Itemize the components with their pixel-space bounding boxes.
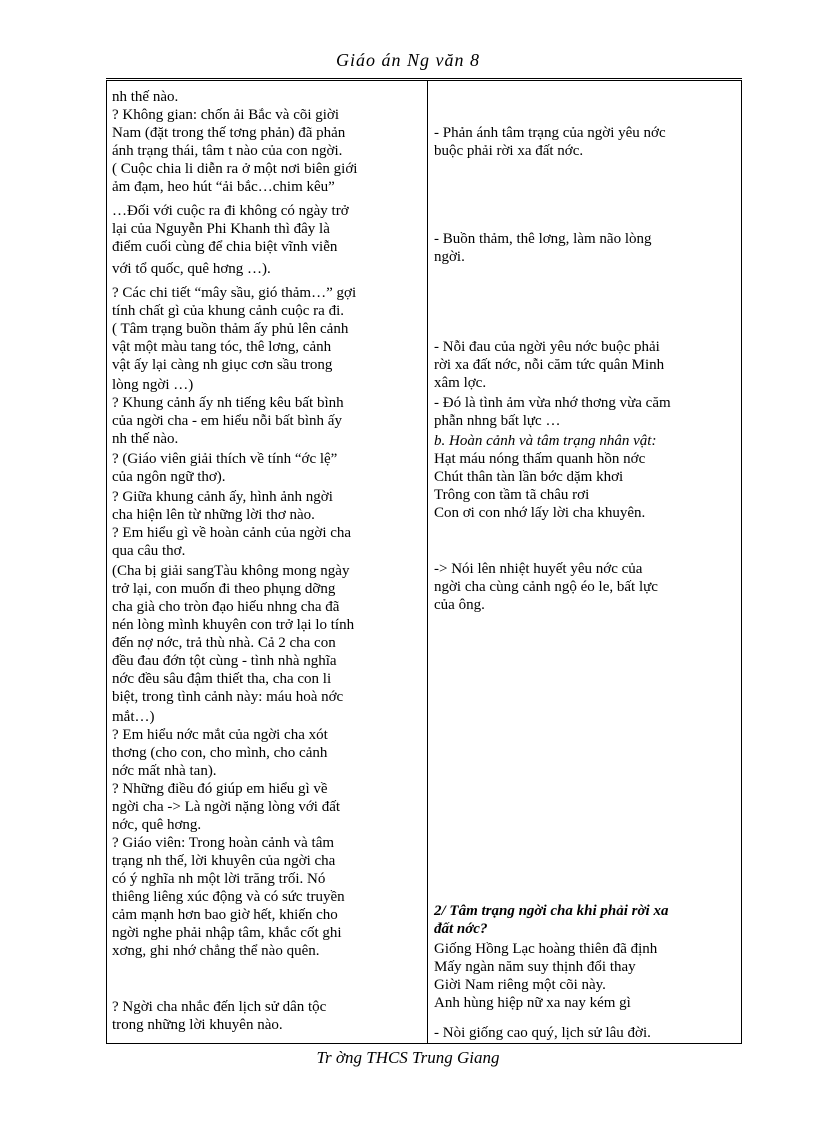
left-line: ? Không gian: chốn ải Bắc và cõi giời [112,107,340,123]
left-line: với tổ quốc, quê hơng …). [112,261,271,277]
left-line: …Đối với cuộc ra đi không có ngày trở [112,203,349,219]
left-line: mắt…) [112,709,155,725]
poem-line: Giống Hồng Lạc hoàng thiên đã định [434,941,658,957]
left-line: xơng, ghi nhớ chẳng thể nào quên. [112,943,320,959]
left-line: của ngời cha - em hiểu nỗi bất bình ấy [112,413,342,429]
right-line: rời xa đất nớc, nỗi căm tức quân Minh [434,357,665,373]
left-line: qua câu thơ. [112,543,186,559]
left-line: ? Khung cảnh ấy nh tiếng kêu bất bình [112,395,344,411]
left-line: trong những lời khuyên nào. [112,1017,283,1033]
left-line: ? Giáo viên: Trong hoàn cảnh và tâm [112,835,335,851]
left-line: biệt, trong tình cảnh này: máu hoà nớc [112,689,344,705]
left-line: cảm mạnh hơn bao giờ hết, khiến cho [112,907,338,923]
right-line: của ông. [434,597,485,613]
left-line: nớc đều sâu đậm thiết tha, cha con li [112,671,332,687]
left-line: (Cha bị giải sangTàu không mong ngày [112,563,350,579]
left-line: ? Em hiểu gì về hoàn cảnh của ngời cha [112,525,352,541]
left-line: ? Ngời cha nhắc đến lịch sử dân tộc [112,999,327,1015]
left-line: cha hiện lên từ những lời thơ nào. [112,507,315,523]
left-line: có ý nghĩa nh một lời trăng trối. Nó [112,871,326,887]
right-line: xâm lợc. [434,375,487,391]
left-line: nh thế nào. [112,431,179,447]
right-line: - Buồn thảm, thê lơng, làm não lòng [434,231,652,247]
left-line: đến nợ nớc, trả thù nhà. Cả 2 cha con [112,635,336,651]
poem-line: Chút thân tàn lần bớc dặm khơi [434,469,624,485]
right-line: phẫn nhng bất lực … [434,413,561,429]
page-footer: Tr ờng THCS Trung Giang [316,1048,500,1067]
left-line: nén lòng mình khuyên con trở lại lo tính [112,617,355,633]
left-line: thiêng liêng xúc động và có sức truyền [112,889,345,905]
left-line: trở lại, con muốn đi theo phụng dỡng [112,581,336,597]
left-line: ánh trạng thái, tâm t nào của con ngời. [112,143,343,159]
poem-line: Hạt máu nóng thấm quanh hồn nớc [434,451,646,467]
left-line: của ngôn ngữ thơ). [112,469,226,485]
poem-line: Trông con tầm tã châu rơi [434,487,590,503]
left-line: ? Giữa khung cảnh ấy, hình ảnh ngời [112,489,333,505]
poem-line: Mấy ngàn năm suy thịnh đổi thay [434,959,636,975]
right-line: - Nòi giống cao quý, lịch sử lâu đời. [434,1025,651,1041]
left-line: thơng (cho con, cho mình, cho cảnh [112,745,328,761]
left-line: ? Các chi tiết “mây sầu, gió thảm…” gợi [112,285,357,301]
left-line: vật ấy lại càng nh giục cơn sầu trong [112,357,333,373]
left-line: tính chất gì của khung cảnh cuộc ra đi. [112,303,345,319]
right-line: - Phản ánh tâm trạng của ngời yêu nớc [434,125,666,141]
section-subheading: b. Hoàn cảnh và tâm trạng nhân vật: [434,433,657,449]
left-line: lòng ngời …) [112,377,194,393]
left-line: ? (Giáo viên giải thích về tính “ớc lệ” [112,451,338,467]
left-line: ? Em hiểu nớc mắt của ngời cha xót [112,727,328,743]
left-line: cha già cho tròn đạo hiếu nhng cha đã [112,599,340,615]
left-line: ngời nghe phải nhập tâm, khắc cốt ghi [112,925,342,941]
left-line: ngời cha -> Là ngời nặng lòng với đất [112,799,341,815]
left-line: Nam (đặt trong thế tơng phản) đã phản [112,125,346,141]
left-line: trạng nh thế, lời khuyên của ngời cha [112,853,336,869]
left-line: ( Cuộc chia li diễn ra ở một nơi biên giới [112,161,358,177]
left-line: ? Những điều đó giúp em hiểu gì về [112,781,328,797]
right-line: -> Nói lên nhiệt huyết yêu nớc của [434,561,643,577]
right-line: - Đó là tình ảm vừa nhớ thơng vừa căm [434,395,671,411]
left-line: nh thế nào. [112,89,179,105]
left-line: lại của Nguyễn Phi Khanh thì đây là [112,221,330,237]
left-line: ( Tâm trạng buồn thảm ấy phủ lên cảnh [112,321,349,337]
left-line: ảm đạm, heo hút “ải bắc…chim kêu” [112,179,335,195]
poem-line: Anh hùng hiệp nữ xa nay kém gì [434,995,631,1011]
left-line: nớc mất nhà tan). [112,763,217,779]
left-line: điểm cuối cùng để chia biệt vĩnh viễn [112,239,338,255]
page-header: Giáo án Ng văn 8 [336,50,480,70]
right-line: buộc phải rời xa đất nớc. [434,143,584,159]
left-line: vật một màu tang tóc, thê lơng, cảnh [112,339,332,355]
column-divider [427,80,428,1043]
right-line: ngời. [434,249,465,265]
left-line: nớc, quê hơng. [112,817,202,833]
section-heading-cont: đất nớc? [434,921,488,937]
right-line: ngời cha cùng cảnh ngộ éo le, bất lực [434,579,658,595]
poem-line: Giời Nam riêng một cõi này. [434,977,606,993]
right-line: - Nỗi đau của ngời yêu nớc buộc phải [434,339,660,355]
poem-line: Con ơi con nhớ lấy lời cha khuyên. [434,505,646,521]
left-line: đều đau đớn tột cùng - tình nhà nghĩa [112,653,337,669]
header-rule [106,78,742,79]
section-heading: 2/ Tâm trạng ngời cha khi phải rời xa [434,903,669,919]
